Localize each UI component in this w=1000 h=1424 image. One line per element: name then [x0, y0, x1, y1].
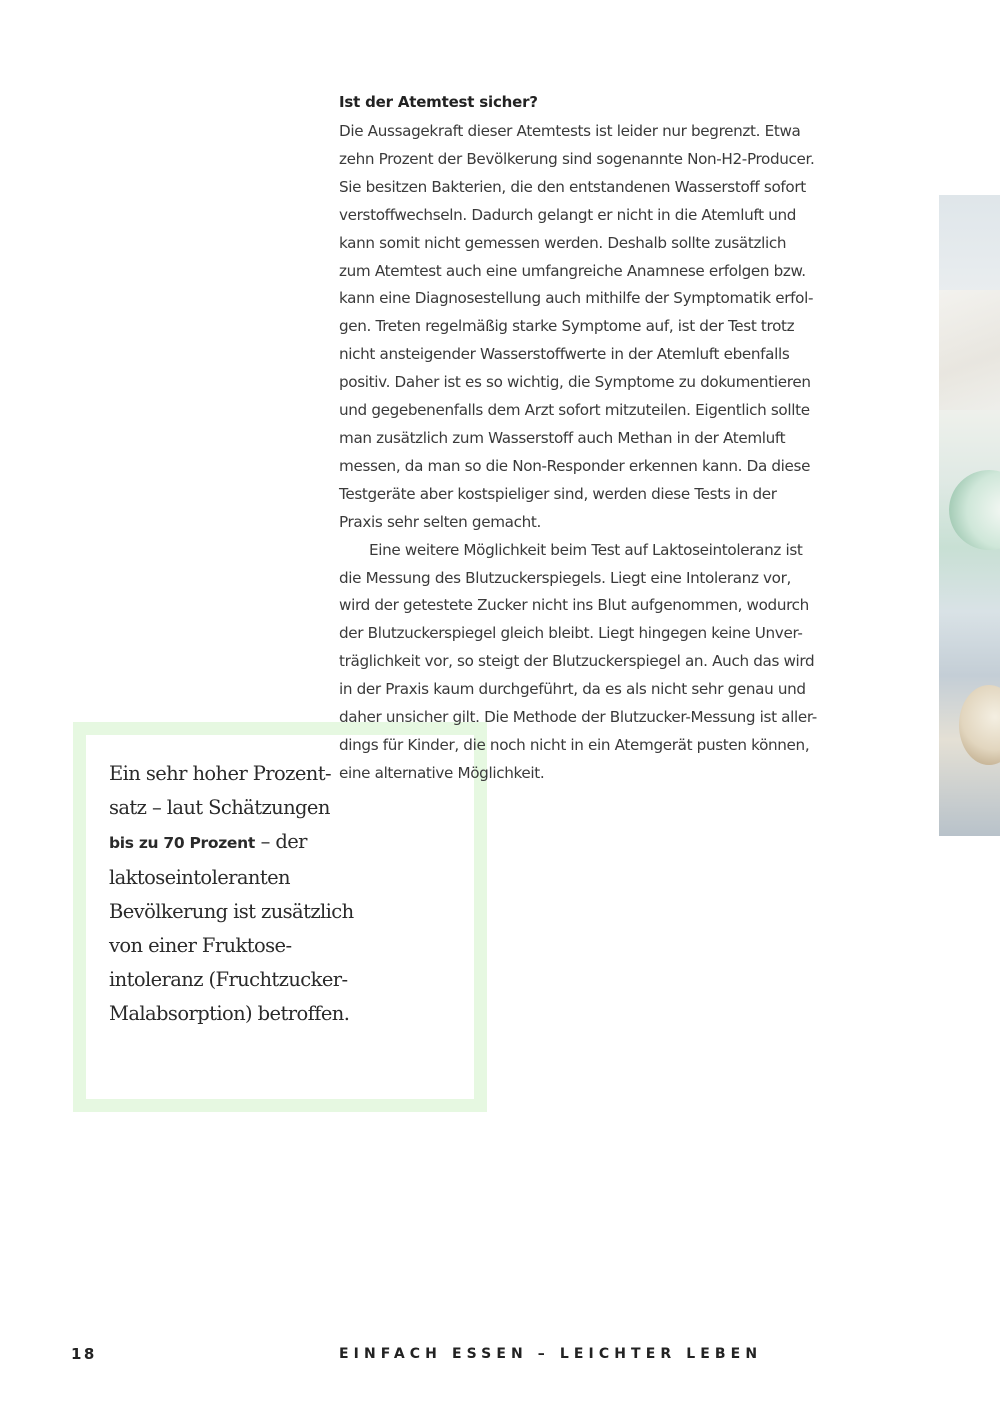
quote-line-rest: – der [254, 830, 307, 854]
body-line: man zusätzlich zum Wasserstoff auch Methan in der Atemluft [339, 428, 786, 447]
quote-line: Ein sehr hoher Prozent- [109, 762, 331, 785]
body-line: positiv. Daher ist es so wichtig, die Symptome zu dokumentieren [339, 373, 811, 392]
body-line: eine alternative Möglichkeit. [339, 763, 545, 782]
body-line: und gegebenenfalls dem Arzt sofort mitzuteilen. Eigentlich sollte [339, 401, 810, 420]
body-line: wird der getestete Zucker nicht ins Blut aufgenommen, wodurch [339, 596, 809, 615]
body-line: nicht ansteigender Wasserstoffwerte in der Atemluft ebenfalls [339, 345, 790, 364]
body-line: der Blutzuckerspiegel gleich bleibt. Liegt hingegen keine Unver- [339, 624, 803, 643]
body-line: die Messung des Blutzuckerspiegels. Liegt eine Intoleranz vor, [339, 568, 791, 587]
body-line: zehn Prozent der Bevölkerung sind sogenannte Non-H2-Producer. [339, 149, 815, 168]
photo-bowl [949, 470, 1000, 550]
body-line: träglichkeit vor, so steigt der Blutzuckerspiegel an. Auch das wird [339, 652, 815, 671]
quote-line: Bevölkerung ist zusätzlich [109, 899, 354, 923]
body-line: Praxis sehr selten gemacht. [339, 512, 541, 531]
body-line: in der Praxis kaum durchgeführt, da es als nicht sehr genau und [339, 680, 806, 699]
body-line: daher unsicher gilt. Die Methode der Blutzucker-Messung ist aller- [339, 708, 817, 727]
quote-line: intoleranz (Fruchtzucker- [109, 968, 348, 992]
body-line: verstoffwechseln. Dadurch gelangt er nicht in die Atemluft und [339, 205, 797, 224]
body-line: zum Atemtest auch eine umfangreiche Anamnese erfolgen bzw. [339, 261, 806, 280]
body-line: kann somit nicht gemessen werden. Deshalb sollte zusätzlich [339, 233, 787, 252]
quote-line: von einer Fruktose- [109, 934, 292, 958]
quote-line: laktoseintoleranten [109, 865, 290, 889]
quote-emphasis: bis zu 70 Prozent [109, 834, 255, 853]
quote-line: satz – laut Schätzungen [109, 796, 330, 820]
photo-cloth [939, 290, 1000, 410]
body-line: gen. Treten regelmäßig starke Symptome auf, ist der Test trotz [339, 317, 795, 336]
page-number: 18 [71, 1345, 97, 1363]
quote-line: Malabsorption) betroffen. [109, 1002, 350, 1026]
section-heading: Ist der Atemtest sicher? [339, 93, 538, 111]
body-line: Sie besitzen Bakterien, die den entstandenen Wasserstoff sofort [339, 177, 806, 196]
body-text [339, 118, 887, 788]
side-photo [939, 195, 1000, 836]
pull-quote [109, 757, 354, 1032]
body-line: kann eine Diagnosestellung auch mithilfe der Symptomatik erfol- [339, 289, 814, 308]
body-line: messen, da man so die Non-Responder erkennen kann. Da diese [339, 456, 811, 475]
body-line-indented: Eine weitere Möglichkeit beim Test auf Laktoseintoleranz ist [369, 540, 803, 559]
photo-spoon [959, 685, 1000, 765]
quote-line [109, 825, 349, 860]
body-line: Die Aussagekraft dieser Atemtests ist leider nur begrenzt. Etwa [339, 122, 801, 140]
running-footer-title: EINFACH ESSEN – LEICHTER LEBEN [339, 1346, 763, 1362]
body-line: dings für Kinder, die noch nicht in ein Atemgerät pusten können, [339, 735, 810, 754]
body-line: Testgeräte aber kostspieliger sind, werden diese Tests in der [339, 484, 777, 503]
